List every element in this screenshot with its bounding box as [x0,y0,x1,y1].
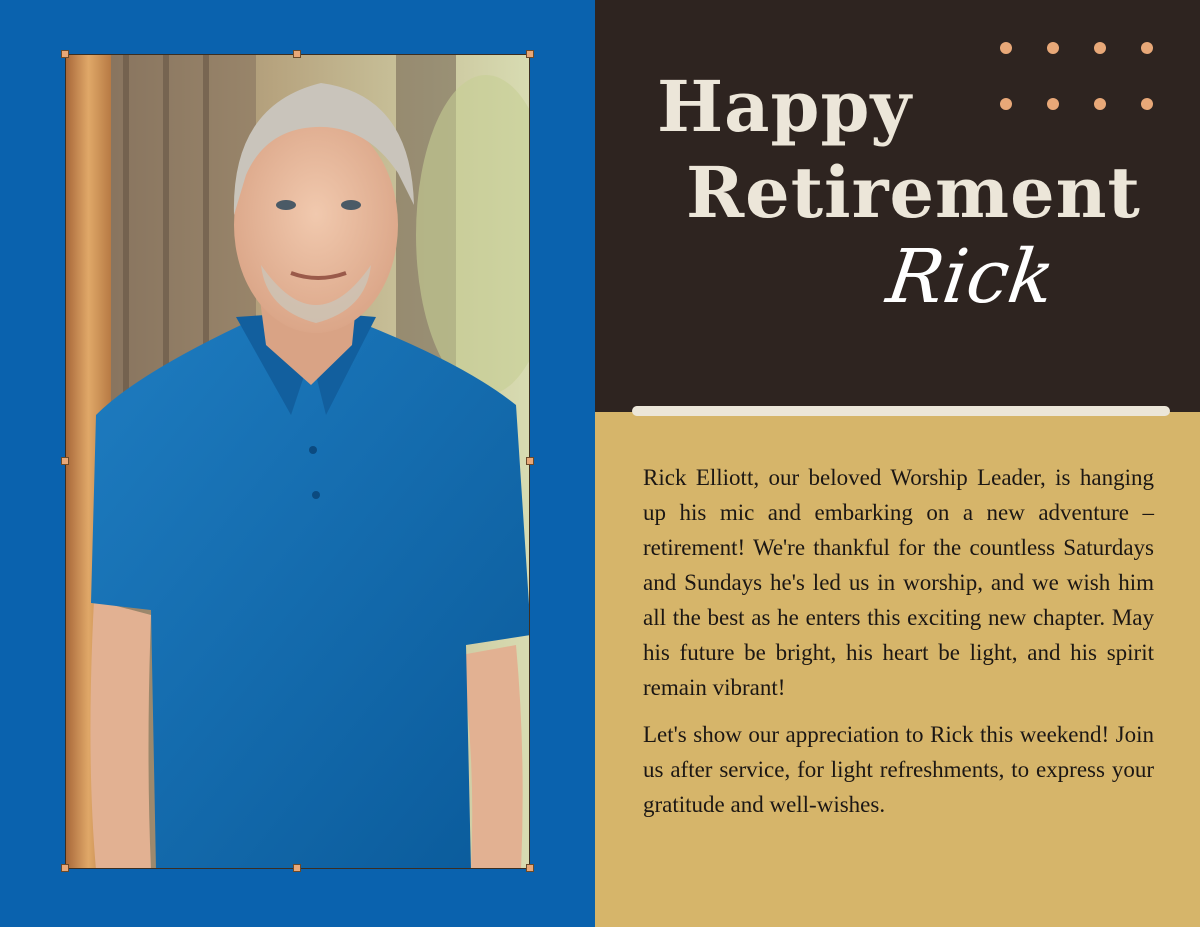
resize-handle-top[interactable] [293,50,301,58]
resize-handle-bottom[interactable] [293,864,301,872]
resize-handle-bottom-right[interactable] [526,864,534,872]
resize-handle-left[interactable] [61,457,69,465]
decorative-dot [1047,98,1059,110]
resize-handle-top-right[interactable] [526,50,534,58]
decorative-dot [1141,98,1153,110]
divider-bar [632,406,1170,416]
message-body [643,460,1154,822]
decorative-dot [1047,42,1059,54]
message-paragraph-2: Let's show our appreciation to Rick this weekend! Join us after service, for light refreshments, to express your gratitude and well-wishes. [643,722,1154,817]
honoree-name: Rick [881,234,1060,320]
decorative-dot [1094,42,1106,54]
message-paragraph-1: Rick Elliott, our beloved Worship Leader, is hanging up his mic and embarking on a new adventure – retirement! We're thankful for the countless Saturdays and Sundays he's led us in worship, and we wish him all the best as he enters this exciting new chapter. May his future be bright, his heart be light, and his spirit remain vibrant! [643,465,1154,700]
portrait-photo[interactable] [65,54,530,869]
resize-handle-right[interactable] [526,457,534,465]
title-line-2: Retirement [686,151,1141,234]
resize-handle-top-left[interactable] [61,50,69,58]
decorative-dot [1141,42,1153,54]
decorative-dot [1000,98,1012,110]
title-line-1: Happy [657,65,913,148]
decorative-dot [1000,42,1012,54]
portrait-image [66,55,530,869]
decorative-dot [1094,98,1106,110]
resize-handle-bottom-left[interactable] [61,864,69,872]
